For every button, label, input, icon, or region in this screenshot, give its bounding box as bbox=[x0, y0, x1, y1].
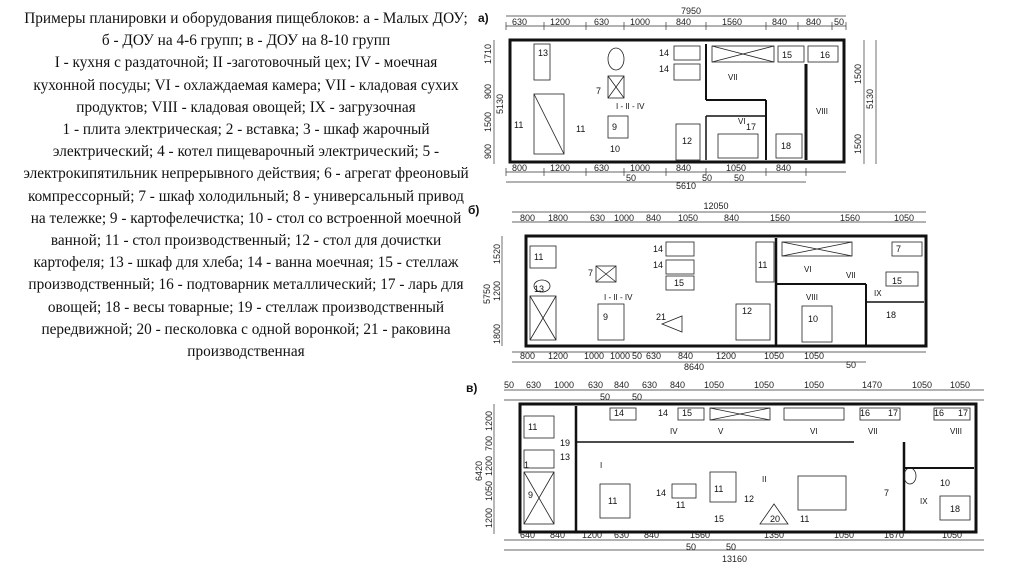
item-label: 11 bbox=[528, 422, 538, 432]
item-label: 12 bbox=[744, 494, 755, 504]
caption-rooms: I - кухня с раздаточной; II -заготовочный цех; IV - моечная кухонной посуды; VI - охлаждаемая камера; VII - кладовая сухих продуктов; VIII - кладовая овощей; IX - загрузочная bbox=[33, 54, 459, 116]
dim: 1500 bbox=[853, 63, 863, 84]
room-label: VIII bbox=[806, 293, 819, 302]
item-label: 11 bbox=[714, 484, 724, 494]
dim: 5750 bbox=[482, 283, 492, 304]
room-label: IX bbox=[874, 289, 882, 298]
dim: 5130 bbox=[865, 88, 875, 109]
dim: 1200 bbox=[582, 530, 603, 540]
room-label: I - II - IV bbox=[616, 102, 645, 111]
plan-v-tag: в) bbox=[466, 381, 478, 395]
dim: 900 bbox=[483, 83, 493, 99]
dim: 840 bbox=[676, 17, 692, 27]
item-label: 10 bbox=[610, 144, 621, 154]
item-label: 13 bbox=[534, 284, 545, 294]
item-label: 7 bbox=[596, 86, 602, 96]
item-label: 12 bbox=[742, 306, 753, 316]
plan-b-tag: б) bbox=[468, 203, 480, 217]
item-label: 19 bbox=[560, 438, 571, 448]
dim: 1050 bbox=[804, 380, 825, 390]
room-label: VIII bbox=[950, 427, 963, 436]
room-label: VIII bbox=[816, 107, 829, 116]
dim: 50 bbox=[686, 542, 697, 552]
dim: 630 bbox=[526, 380, 542, 390]
dim: 6420 bbox=[474, 460, 484, 481]
plan-a bbox=[476, 4, 896, 192]
dim: 1200 bbox=[484, 410, 494, 431]
plan-b-overall-top: 12050 bbox=[703, 201, 729, 211]
dim: 1200 bbox=[716, 351, 737, 361]
dim: 640 bbox=[520, 530, 536, 540]
dim: 5130 bbox=[495, 93, 505, 114]
dim: 1000 bbox=[630, 163, 651, 173]
dim: 800 bbox=[520, 213, 536, 223]
dim: 1050 bbox=[834, 530, 855, 540]
item-label: 14 bbox=[614, 408, 625, 418]
item-label: 11 bbox=[676, 500, 686, 510]
dim: 800 bbox=[520, 351, 536, 361]
dim: 840 bbox=[806, 17, 822, 27]
item-label: 13 bbox=[538, 48, 549, 58]
item-label: 9 bbox=[603, 312, 609, 322]
item-label: 14 bbox=[653, 244, 664, 254]
room-label: IV bbox=[670, 427, 678, 436]
room-label: IX bbox=[920, 497, 928, 506]
dim: 840 bbox=[678, 351, 694, 361]
dim: 1560 bbox=[690, 530, 711, 540]
dim: 1200 bbox=[550, 163, 571, 173]
dim: 1050 bbox=[950, 380, 971, 390]
plan-b bbox=[466, 196, 946, 374]
item-label: 14 bbox=[659, 48, 670, 58]
item-label: 17 bbox=[746, 122, 757, 132]
dim: 50 bbox=[734, 173, 745, 183]
item-label: 11 bbox=[758, 260, 768, 270]
item-label: 15 bbox=[714, 514, 725, 524]
dim: 1050 bbox=[704, 380, 725, 390]
room-label: VI bbox=[804, 265, 812, 274]
item-label: 7 bbox=[884, 488, 890, 498]
dim: 1200 bbox=[492, 280, 502, 301]
dim: 700 bbox=[484, 435, 494, 451]
room-label: VI bbox=[738, 117, 746, 126]
item-label: 7 bbox=[588, 268, 594, 278]
dim: 840 bbox=[646, 213, 662, 223]
room-label: VII bbox=[728, 73, 738, 82]
dim-total: 5610 bbox=[676, 181, 697, 191]
item-label: 17 bbox=[888, 408, 899, 418]
dim: 1050 bbox=[678, 213, 699, 223]
dim: 1800 bbox=[492, 323, 502, 344]
dim: 1050 bbox=[754, 380, 775, 390]
plan-a-overall-top: 7950 bbox=[680, 6, 702, 16]
item-label: 18 bbox=[886, 310, 897, 320]
item-label: 9 bbox=[612, 122, 618, 132]
dim: 840 bbox=[776, 163, 792, 173]
dim: 900 bbox=[483, 143, 493, 159]
room-label: I bbox=[600, 461, 603, 470]
item-label: 14 bbox=[653, 260, 664, 270]
dim: 50 bbox=[834, 17, 845, 27]
dim: 1050 bbox=[942, 530, 963, 540]
item-label: 21 bbox=[656, 312, 667, 322]
dim: 1000 bbox=[614, 213, 635, 223]
dim: 1200 bbox=[548, 351, 569, 361]
dim: 1000 bbox=[554, 380, 575, 390]
item-label: 20 bbox=[770, 514, 781, 524]
item-label: 16 bbox=[860, 408, 871, 418]
plan-v bbox=[464, 376, 1004, 572]
dim: 50 bbox=[504, 380, 515, 390]
item-label: 10 bbox=[940, 478, 951, 488]
dim: 1200 bbox=[550, 17, 571, 27]
item-label: 18 bbox=[781, 141, 792, 151]
item-label: 11 bbox=[800, 514, 810, 524]
item-label: 1 bbox=[524, 460, 530, 470]
item-label: 11 bbox=[514, 120, 524, 130]
plan-a-tag: а) bbox=[478, 11, 489, 25]
dim: 50 bbox=[846, 360, 857, 370]
item-label: 15 bbox=[674, 278, 685, 288]
dim: 1050 bbox=[804, 351, 825, 361]
dim: 1560 bbox=[840, 213, 861, 223]
dim: 630 bbox=[594, 17, 610, 27]
caption-title: Примеры планировки и оборудования пищеблоков: а - Малых ДОУ; б - ДОУ на 4-6 групп; в - ДОУ на 8-10 групп bbox=[24, 10, 468, 50]
dim: 1500 bbox=[483, 111, 493, 132]
caption-equipment: 1 - плита электрическая; 2 - вставка; 3 - шкаф жарочный электрический; 4 - котел пищеварочный электрический; 5 - электрокипятильник непрерывного действия; 6 - агрегат фреоновый компрессорный; 7 - шкаф холодильный; 8 - универсальный привод на тележке; 9 - картофелечистка; 10 - стол со встроенной моечной ванной; 11 - стол производственный; 12 - стол для дочистки картофеля; 13 - шкаф для хлеба; 14 - ванна моечная; 15 - стеллаж производственный; 16 - подтоварник металлический; 17 - ларь для овощей; 18 - весы товарные; 19 - стеллаж производственный передвижной; 20 - песколовка с одной воронкой; 21 - раковина производственная bbox=[23, 121, 469, 361]
dim: 50 bbox=[726, 542, 737, 552]
item-label: 17 bbox=[958, 408, 969, 418]
dim: 1470 bbox=[862, 380, 883, 390]
item-label: 10 bbox=[808, 314, 819, 324]
room-label: V bbox=[718, 427, 724, 436]
item-label: 18 bbox=[950, 504, 961, 514]
item-label: 16 bbox=[820, 50, 831, 60]
dim: 50 bbox=[632, 351, 643, 361]
dim: 840 bbox=[614, 380, 630, 390]
dim: 630 bbox=[614, 530, 630, 540]
dim: 1050 bbox=[764, 351, 785, 361]
dim: 840 bbox=[772, 17, 788, 27]
item-label: 15 bbox=[682, 408, 693, 418]
dim: 840 bbox=[676, 163, 692, 173]
dim: 1000 bbox=[630, 17, 651, 27]
dim: 50 bbox=[626, 173, 637, 183]
dim: 50 bbox=[702, 173, 713, 183]
dim: 1050 bbox=[912, 380, 933, 390]
dim: 1520 bbox=[492, 243, 502, 264]
room-label: II bbox=[762, 475, 767, 484]
item-label: 11 bbox=[608, 496, 618, 506]
dim: 1350 bbox=[764, 530, 785, 540]
item-label: 9 bbox=[528, 490, 534, 500]
item-label: 15 bbox=[892, 276, 903, 286]
dim: 1050 bbox=[726, 163, 747, 173]
dim: 630 bbox=[594, 163, 610, 173]
dim: 1560 bbox=[770, 213, 791, 223]
item-label: 14 bbox=[656, 488, 667, 498]
dim: 1800 bbox=[548, 213, 569, 223]
dim: 1710 bbox=[483, 43, 493, 64]
room-label: I - II - IV bbox=[604, 293, 633, 302]
dim: 840 bbox=[724, 213, 740, 223]
dim: 800 bbox=[512, 163, 528, 173]
dim-total: 8640 bbox=[684, 362, 705, 372]
item-label: 13 bbox=[560, 452, 571, 462]
caption-text bbox=[22, 8, 470, 363]
item-label: 7 bbox=[896, 244, 902, 254]
dim: 1050 bbox=[894, 213, 915, 223]
dim: 50 bbox=[632, 392, 643, 402]
item-label: 16 bbox=[934, 408, 945, 418]
dim: 1560 bbox=[722, 17, 743, 27]
dim: 1000 bbox=[584, 351, 605, 361]
dim: 1200 bbox=[484, 455, 494, 476]
item-label: 14 bbox=[658, 408, 669, 418]
item-label: 15 bbox=[782, 50, 793, 60]
dim-total: 13160 bbox=[722, 554, 748, 564]
dim: 1670 bbox=[884, 530, 905, 540]
dim: 840 bbox=[644, 530, 660, 540]
dim: 840 bbox=[550, 530, 566, 540]
dim: 630 bbox=[588, 380, 604, 390]
dim: 630 bbox=[646, 351, 662, 361]
item-label: 14 bbox=[659, 64, 670, 74]
dim: 1000 bbox=[610, 351, 631, 361]
item-label: 12 bbox=[682, 136, 693, 146]
dim: 840 bbox=[670, 380, 686, 390]
room-label: VI bbox=[810, 427, 818, 436]
room-label: VII bbox=[868, 427, 878, 436]
dim: 1200 bbox=[484, 507, 494, 528]
dim: 1500 bbox=[853, 133, 863, 154]
dim: 1050 bbox=[484, 480, 494, 501]
item-label: 11 bbox=[576, 124, 586, 134]
item-label: 11 bbox=[534, 252, 544, 262]
dim: 630 bbox=[590, 213, 606, 223]
dim: 630 bbox=[512, 17, 528, 27]
dim: 630 bbox=[642, 380, 658, 390]
dim: 50 bbox=[600, 392, 611, 402]
room-label: VII bbox=[846, 271, 856, 280]
